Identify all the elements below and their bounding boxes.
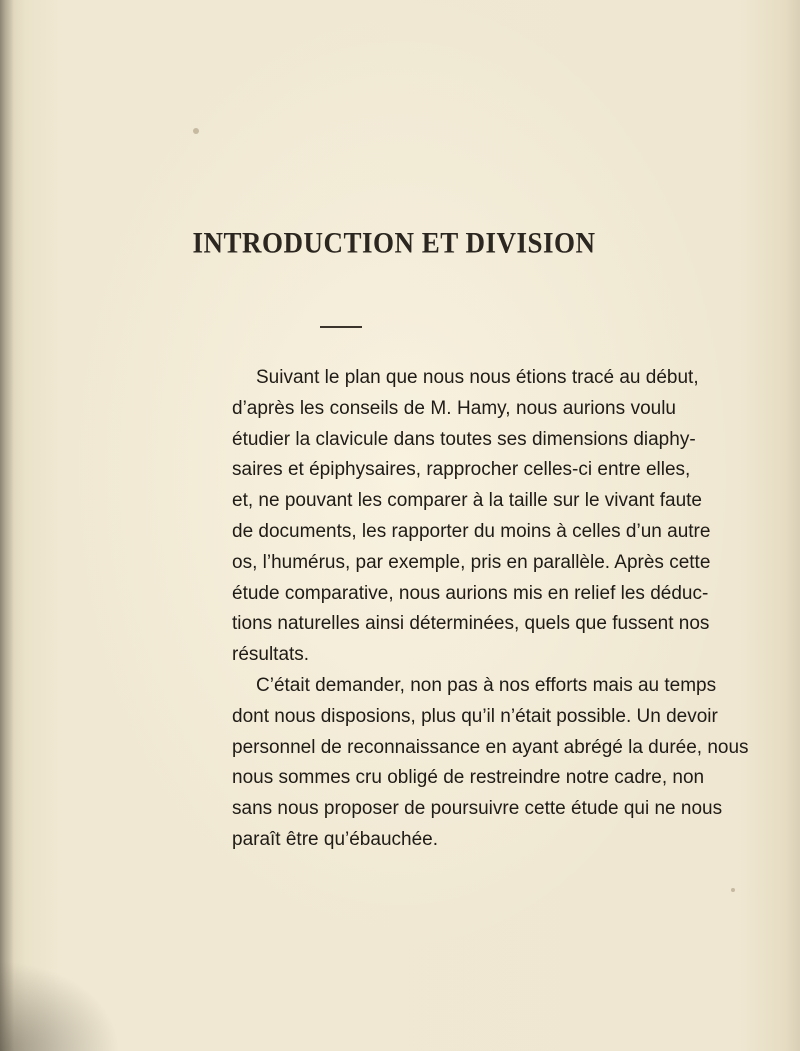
text-line: saires et épiphysaires, rapprocher celles-ci entre elles,: [232, 459, 691, 481]
text-line: personnel de reconnaissance en ayant abrégé la durée, nous: [232, 736, 749, 758]
chapter-heading: INTRODUCTION ET DIVISION: [192, 226, 596, 260]
text-line: étude comparative, nous aurions mis en relief les déduc-: [232, 582, 709, 604]
paper-spot: [193, 128, 199, 134]
text-line: d’après les conseils de M. Hamy, nous aurions voulu: [232, 397, 676, 419]
body-text: [232, 363, 749, 856]
text-line: tions naturelles ainsi déterminées, quels que fussent nos: [232, 613, 710, 635]
paragraph: [232, 363, 711, 671]
section-divider: [320, 326, 362, 328]
text-line: résultats.: [232, 644, 310, 666]
text-line: paraît être qu’ébauchée.: [232, 828, 438, 850]
text-line: de documents, les rapporter du moins à celles d’un autre: [232, 520, 711, 542]
text-line: sans nous proposer de poursuivre cette étude qui ne nous: [232, 798, 723, 820]
text-line: dont nous disposions, plus qu’il n’était possible. Un devoir: [232, 705, 718, 727]
text-line: et, ne pouvant les comparer à la taille sur le vivant faute: [232, 490, 702, 512]
paragraph: [232, 671, 749, 856]
text-line: os, l’humérus, par exemple, pris en parallèle. Après cette: [232, 551, 711, 573]
text-line: C’était demander, non pas à nos efforts mais au temps: [256, 674, 717, 696]
page-binding-edge: [0, 0, 14, 1051]
paper-spot: [731, 888, 735, 892]
text-line: nous sommes cru obligé de restreindre notre cadre, non: [232, 767, 705, 789]
text-line: étudier la clavicule dans toutes ses dimensions diaphy-: [232, 428, 696, 450]
page-corner-shadow: [0, 961, 120, 1051]
text-line: Suivant le plan que nous nous étions tracé au début,: [256, 367, 699, 388]
